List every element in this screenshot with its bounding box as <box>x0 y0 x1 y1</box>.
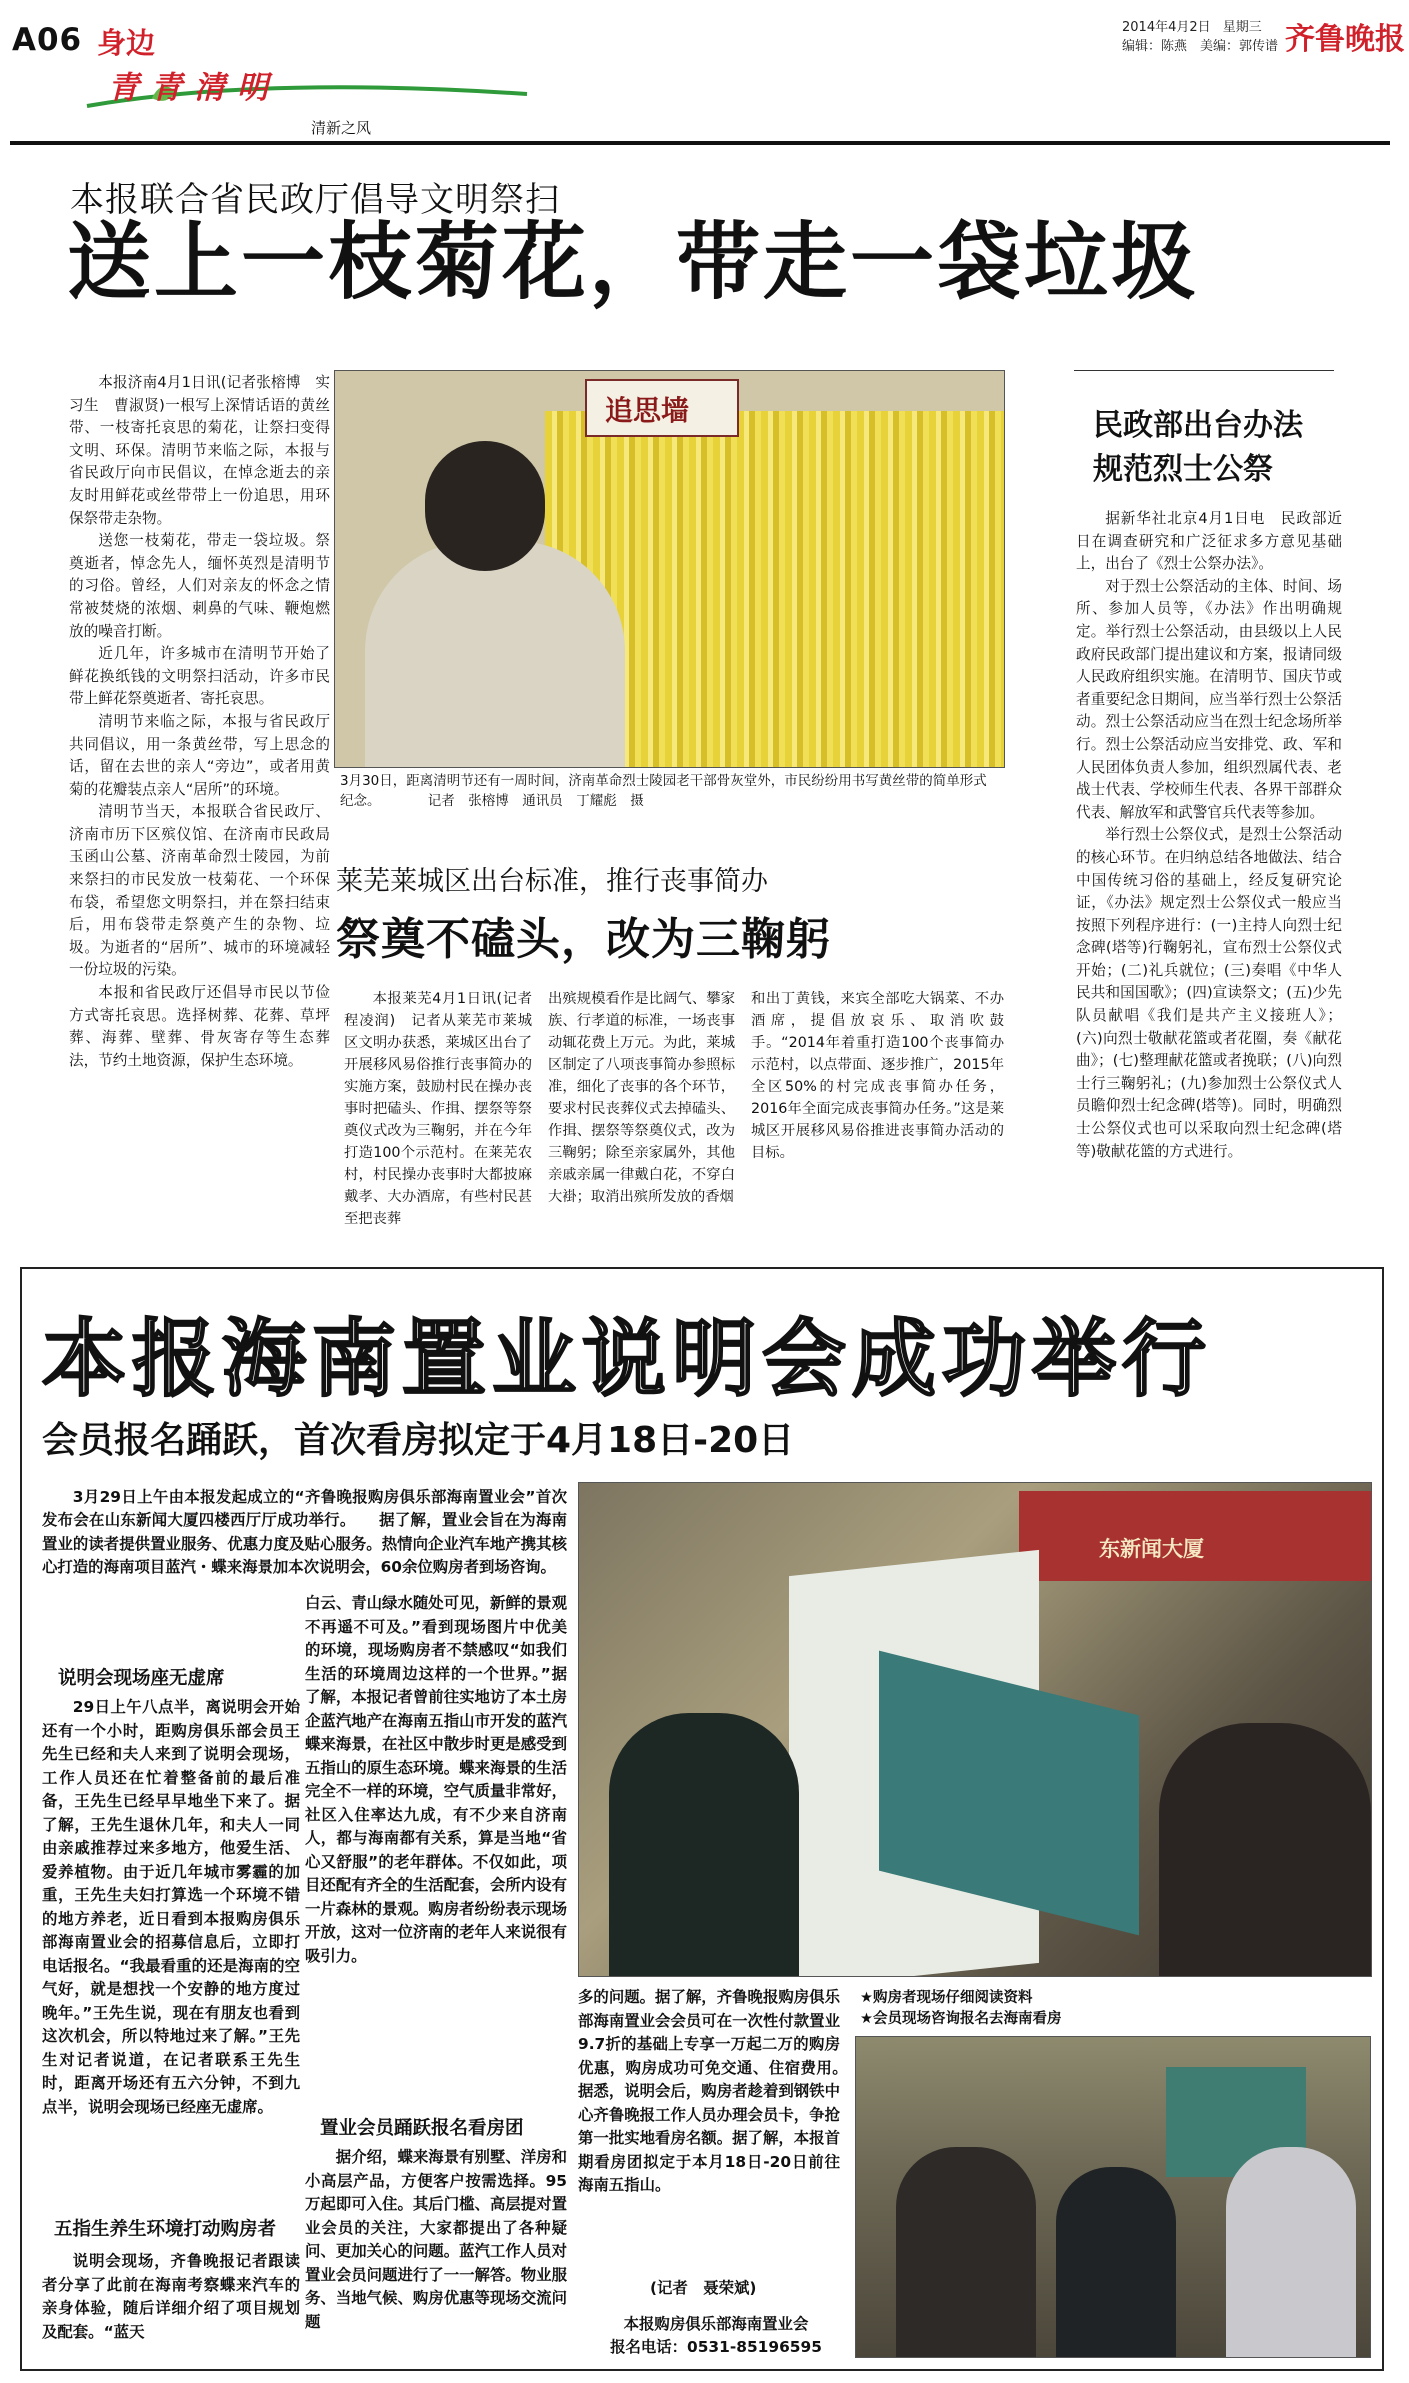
story1-kicker: 本报联合省民政厅倡导文明祭扫 <box>70 180 560 220</box>
story4-column-a: 29日上午八点半，离说明会开始还有一个小时，距购房俱乐部会员王先生已经和夫人来到了说明会现场，工作人员还在忙着整备前的最后准备，王先生已经早早地坐下来了。据了解，王先生退休几年，和夫人一同由亲戚推荐过来多地方，他爱生活、爱养植物。由于近几年城市雾霾的加重，王先生夫妇打算选一个环境不错的地方养老，近日看到本报购房俱乐部海南置业会的招募信息后，立即打电话报名。“我最看重的还是海南的空气好，就是想找一个安静的地方度过晚年。”王先生说，现在有朋友也看到这次机会，所以特地过来了解。”王先生对记者说道，在记者联系王先生时，距离开场还有五六分钟，不到九点半，说明会现场已经座无虚席。 <box>42 1698 300 2116</box>
story4-photo-caption-line1: ★购房者现场仔细阅读资料 <box>860 1990 1033 2006</box>
attendee-figure <box>1159 1723 1371 1976</box>
attendee-figure <box>609 1713 799 1976</box>
page-number: A06 <box>12 22 83 58</box>
story4-column-b: 白云、青山绿水随处可见，新鲜的景观不再遥不可及。”看到现场图片中优美的环境，现场购房者不禁感叹“如我们生活的环境周边这样的一个世界。”据了解，本报记者曾前往实地访了本土房企蓝汽地产在海南五指山市开发的蓝汽蝶来海景，在社区中散步时更是感受到五指山的原生态环境。蝶来海景的生活完全不一样的环境，空气质量非常好，社区入住率达九成，有不少来自济南人，都与海南都有关系，算是当地“省心又舒服”的老年群体。不仅如此，项目还配有齐全的生活配套，会所内设有一片森林的景观。购房者纷纷表示现场开放，这对一位济南的老年人来说很有吸引力。 <box>305 1594 567 1965</box>
story1-photo <box>334 370 1005 768</box>
story2-column: 出殡规模看作是比阔气、攀家族、行孝道的标准，一场丧事动辄花费上万元。为此，莱城区制定了八项丧事简办参照标准，细化了丧事的各个环节，要求村民丧葬仪式去掉磕头、作揖、摆祭等祭奠仪式，改为三鞠躬；除至亲家属外，其他亲戚亲属一律戴白花，不穿白大褂；取消出殡所发放的香烟 <box>548 991 735 1205</box>
story1-paragraph: 送您一枝菊花，带走一袋垃圾。祭奠逝者，悼念先人，缅怀英烈是清明节的习俗。曾经，人们对亲友的怀念之情常被焚烧的浓烟、刺鼻的气味、鞭炮燃放的噪音打断。 <box>69 532 330 640</box>
ribbon-wall-sign-text: 追思墙 <box>605 394 690 427</box>
column-subtitle: 清新之风 <box>311 119 372 137</box>
story2-kicker: 莱芜莱城区出台标准，推行丧事简办 <box>336 866 768 897</box>
story4-footer-line2: 报名电话：0531-85196595 <box>610 2338 822 2356</box>
story4-subheading: 说明会现场座无虚席 <box>58 1668 225 1689</box>
story3-body <box>1076 508 1342 1163</box>
story1-paragraph: 本报和省民政厅还倡导市民以节俭方式寄托哀思。选择树葬、花葬、草坪葬、海葬、壁葬、骨灰寄存等生态葬法，节约土地资源，保护生态环境。 <box>69 984 330 1069</box>
story3-top-rule <box>1074 370 1334 371</box>
story3-paragraph: 举行烈士公祭仪式，是烈士公祭活动的核心环节。在归纳总结各地做法、结合中国传统习俗的基础上，经反复研究论证，《办法》规定烈士公祭仪式一般应当按照下列程序进行：(一)主持人向烈士纪念碑(塔等)行鞠躬礼，宣布烈士公祭仪式开始；(二)礼兵就位；(三)奏唱《中华人民共和国国歌》；(四)宣读祭文；(五)少先队员献唱《我们是共产主义接班人》；(六)向烈士敬献花篮或者花圈，奏《献花曲》；(七)整理献花篮或者挽联；(八)向烈士行三鞠躬礼；(九)参加烈士公祭仪式人员瞻仰烈士纪念碑(塔等)。同时，明确烈士公祭仪式也可以采取向烈士纪念碑(塔等)敬献花篮的方式进行。 <box>1076 826 1342 1160</box>
story4-consultation-photo <box>855 2036 1371 2358</box>
story4-subheading: 置业会员踊跃报名看房团 <box>320 2118 524 2139</box>
masthead-rule <box>10 141 1390 145</box>
story2-column: 本报莱芜4月1日讯(记者程凌润) 记者从莱芜市莱城区文明办获悉，莱城区出台了开展移风易俗推行丧事简办的实施方案，鼓励村民在操办丧事时把磕头、作揖、摆祭等祭奠仪式改为三鞠躬，并在今年打造100个示范村。在莱芜农村，村民操办丧事时大都披麻戴孝、大办酒席，有些村民甚至把丧葬 <box>344 991 532 1227</box>
story3-headline-line2: 规范烈士公祭 <box>1093 452 1273 487</box>
story3-headline-line1: 民政部出台办法 <box>1093 408 1303 443</box>
story3-headline <box>1093 404 1303 492</box>
editor-credits: 编辑：陈燕 美编：郭传谱 <box>1122 39 1279 54</box>
story1-paragraph: 清明节当天，本报联合省民政厅、济南市历下区殡仪馆、在济南市民政局玉函山公墓、济南革命烈士陵园，为前来祭扫的市民发放一枝菊花、一个环保布袋，希望您文明祭扫，并在祭扫结束后，用布袋带走祭奠产生的杂物、垃圾。为逝者的“居所”、城市的环境减轻一份垃圾的污染。 <box>69 803 330 979</box>
story4-byline: (记者 聂荣斌) <box>650 2279 757 2297</box>
story4-subheading: 五指生养生环境打动购房者 <box>54 2219 277 2240</box>
story3-paragraph: 据新华社北京4月1日电 民政部近日在调查研究和广泛征求多方意见基础上，出台了《烈士公祭办法》。 <box>1076 510 1342 573</box>
section-name: 身边 <box>97 26 156 60</box>
issue-weekday: 星期三 <box>1222 20 1262 35</box>
story4-meeting-photo <box>578 1482 1372 1977</box>
story1-body-left <box>69 372 330 1072</box>
story4-footer-line1: 本报购房俱乐部海南置业会 <box>623 2315 809 2333</box>
story1-headline: 送上一枝菊花，带走一袋垃圾 <box>67 213 1199 311</box>
story4-photo-caption <box>860 1988 1062 2030</box>
story4-footer <box>596 2313 836 2359</box>
masthead-info <box>1122 18 1278 56</box>
story4-column-a-tail: 说明会现场，齐鲁晚报记者跟读者分享了此前在海南考察蝶来汽车的亲身体验，随后详细介绍了项目规划及配套。“蓝天 <box>42 2252 300 2341</box>
paper-name: 齐鲁晚报 <box>1285 22 1405 57</box>
story1-paragraph: 近几年，许多城市在清明节开始了鲜花换纸钱的文明祭扫活动，许多市民带上鲜花祭奠逝者、寄托哀思。 <box>69 645 330 708</box>
story4-subheadline: 会员报名踊跃，首次看房拟定于4月18日-20日 <box>42 1420 795 1461</box>
woman-head <box>425 441 545 571</box>
story2-column: 和出丁黄钱，来宾全部吃大锅菜、不办酒席，提倡放哀乐、取消吹鼓手。“2014年着重打造100个丧事简办示范村，以点带面、逐步推广，2015年全区50%的村完成丧事简办任务，2016年全面完成丧事简办任务。”这是莱城区开展移风易俗推进丧事简办活动的目标。 <box>751 991 1004 1161</box>
woman-figure <box>365 541 625 767</box>
story1-photo-caption: 3月30日，距离清明节还有一周时间，济南革命烈士陵园老干部骨灰堂外，市民纷纷用书写黄丝带的简单形式纪念。 记者 张榕博 通讯员 丁耀彪 摄 <box>340 773 987 809</box>
issue-date: 2014年4月2日 <box>1122 20 1211 35</box>
story1-paragraph: 清明节来临之际，本报与省民政厅共同倡议，用一条黄丝带，写上思念的话，留在去世的亲人“旁边”，或者用黄菊的花瓣装点亲人“居所”的环境。 <box>69 712 330 798</box>
story2-headline: 祭奠不磕头，改为三鞠躬 <box>336 914 831 965</box>
story4-column-b-tail: 据介绍，蝶来海景有别墅、洋房和小高层产品，方便客户按需选择。95万起即可入住。其后门槛、高层提对置业会员的关注，大家都提出了各种疑问、更加关心的问题。蓝汽工作人员对置业会员问题进行了一一解答。物业服务、当地气候、购房优惠等现场交流问题 <box>305 2148 567 2331</box>
story1-paragraph: 本报济南4月1日讯(记者张榕博 实习生 曹淑贤)一根写上深情话语的黄丝带、一枝寄托哀思的菊花，让祭扫变得文明、环保。清明节来临之际，本报与省民政厅向市民倡议，在悼念逝去的亲友时用鲜花或丝带带上一份追思，用环保祭带走杂物。 <box>69 374 330 527</box>
story4-photo-caption-line2: ★会员现场咨询报名去海南看房 <box>860 2011 1062 2027</box>
story3-paragraph: 对于烈士公祭活动的主体、时间、场所、参加人员等，《办法》作出明确规定。举行烈士公祭活动，由县级以上人民政府民政部门提出建议和方案，报请同级人民政府组织实施。在清明节、国庆节或者重要纪念日期间，应当举行烈士公祭活动。烈士公祭活动应当在烈士纪念场所举行。烈士公祭活动应当安排党、政、军和人民团体负责人参加，组织烈属代表、老战士代表、学校师生代表、各界干部群众代表、解放军和武警官兵代表等参加。 <box>1076 577 1342 821</box>
column-logo: 青青清明 <box>108 70 280 106</box>
staff-figure <box>1226 2147 1356 2357</box>
building-sign-text: 东新闻大厦 <box>1099 1537 1204 1561</box>
attendee-figure <box>896 2147 1036 2357</box>
story4-lede: 3月29日上午由本报发起成立的“齐鲁晚报购房俱乐部海南置业会”首次发布会在山东新闻大厦四楼西厅厅成功举行。 据了解，置业会旨在为海南置业的读者提供置业服务、优惠力度及贴心服务。热情向企业汽车地产携其核心打造的海南项目蓝汽・蝶来海景加本次说明会，60余位购房者到场咨询。 <box>42 1488 567 1577</box>
attendee-figure <box>1056 2167 1176 2357</box>
story4-headline: 本报海南置业说明会成功举行 <box>42 1309 1213 1408</box>
story4-column-c: 多的问题。据了解，齐鲁晚报购房俱乐部海南置业会会员可在一次性付款置业9.7折的基础上专享一万起二万的购房优惠，购房成功可免交通、住宿费用。 据悉，说明会后，购房者趁着到钢铁中心齐鲁晚报工作人员办理会员卡，争抢第一批实地看房名额。据了解，本报首期看房团拟定于本月18日-20日前往海南五指山。 <box>578 1988 856 2194</box>
